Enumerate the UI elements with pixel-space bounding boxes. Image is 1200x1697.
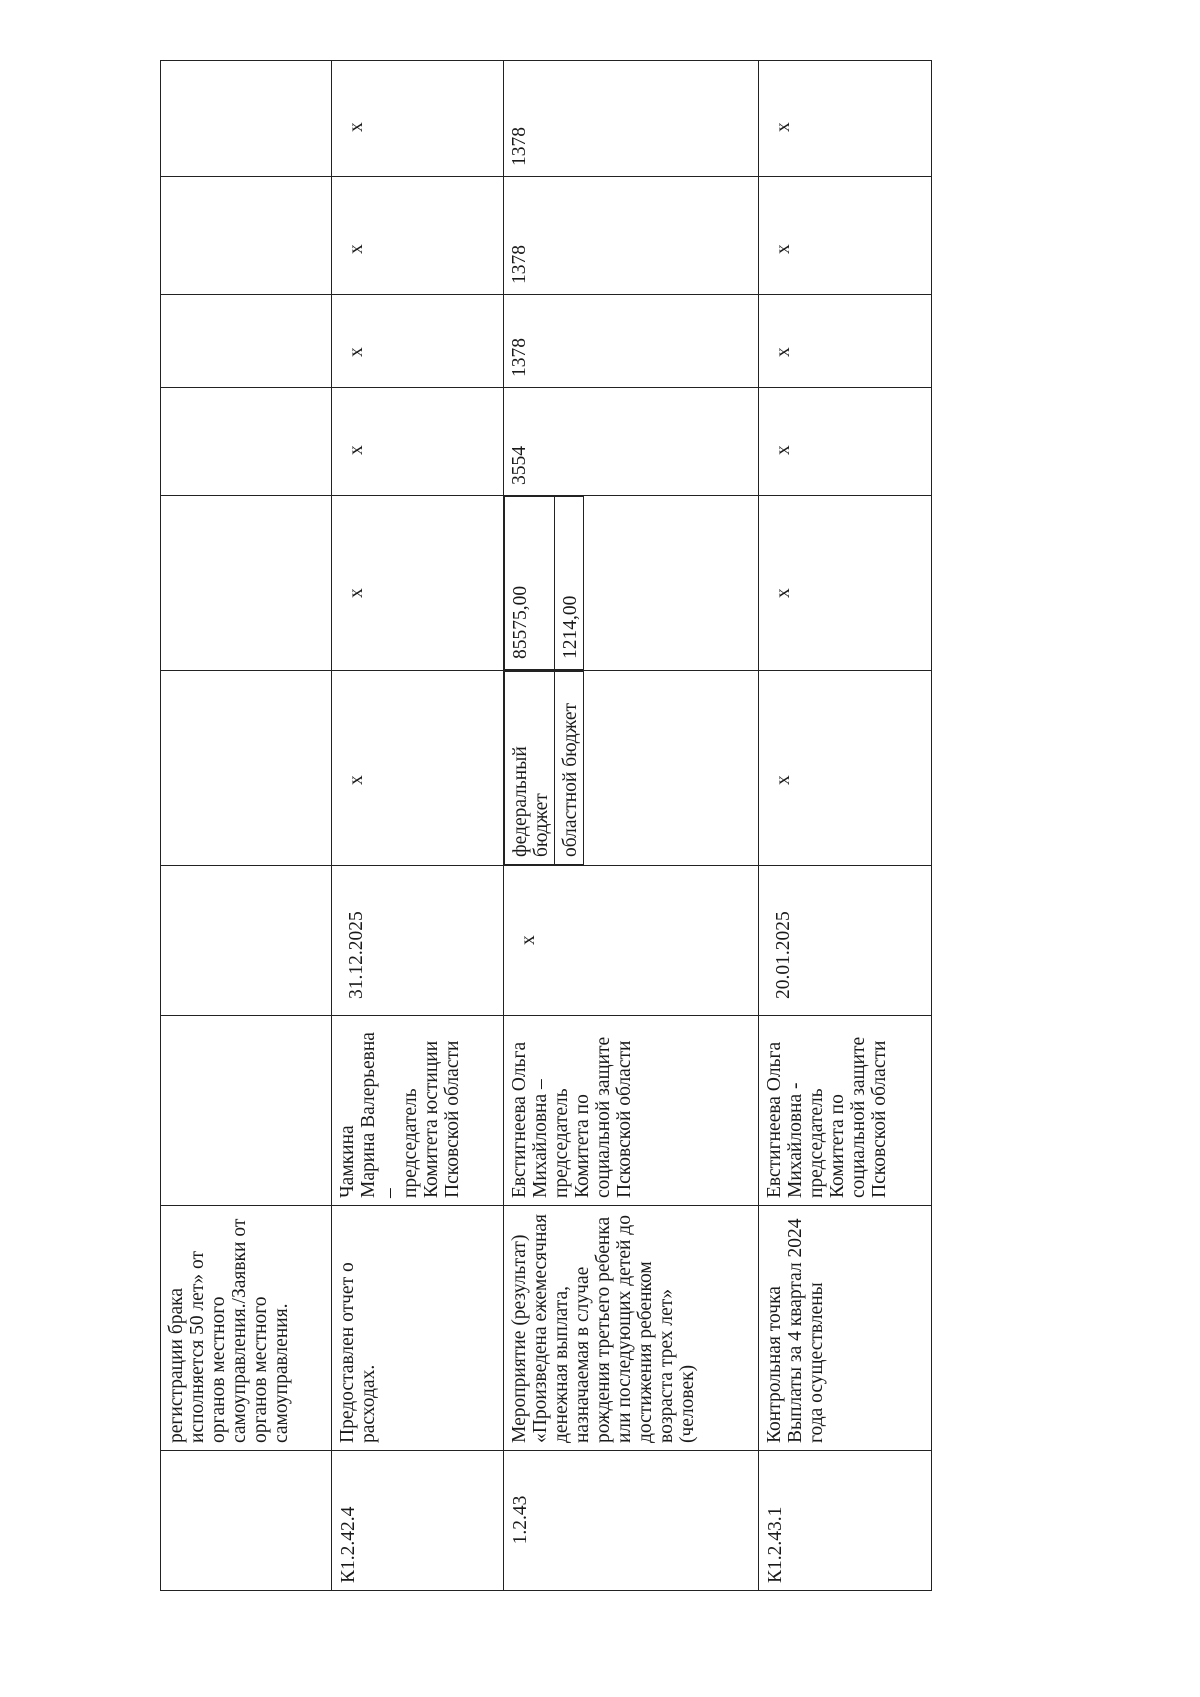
amount-cell [161, 496, 332, 671]
row-number [161, 1451, 332, 1591]
value-cell [161, 177, 332, 295]
value-cell: х [758, 388, 931, 496]
source-split [504, 671, 584, 865]
value-cell: 1378 [503, 295, 758, 388]
table-row [161, 61, 332, 1591]
value-cell: х [331, 177, 503, 295]
source-federal: федеральный бюджет [504, 672, 554, 865]
amount-split [504, 496, 584, 670]
responsible-line: Чамкина [336, 1125, 358, 1198]
source-regional: областной бюджет [554, 672, 583, 865]
value-cell [161, 61, 332, 177]
event-text: Контрольная точка Выплаты за 4 квартал 2024 года осуществлены [758, 1206, 931, 1451]
value-cell: х [758, 61, 931, 177]
source-cell [503, 671, 758, 866]
responsible-line: Комитета юстиции [421, 1040, 443, 1198]
date-cell: 20.01.2025 [758, 866, 931, 1016]
value-cell: х [758, 177, 931, 295]
value-cell [161, 295, 332, 388]
date-cell: 31.12.2025 [331, 866, 503, 1016]
source-cell: х [758, 671, 931, 866]
event-text: Предоставлен отчет о расходах. [331, 1206, 503, 1451]
event-text: Мероприятие (результат) «Произведена ежемесячная денежная выплата, назначаемая в случае рождения третьего ребенка или последующих детей до достижения ребенком возраста трех лет» (человек) [503, 1206, 758, 1451]
amount-cell: х [758, 496, 931, 671]
responsible-line: Марина Валерьевна [357, 1032, 379, 1198]
responsible-cell [331, 1016, 503, 1206]
value-cell: 1378 [503, 177, 758, 295]
amount-cell [503, 496, 758, 671]
table-row [503, 61, 758, 1591]
value-cell [161, 388, 332, 496]
plan-table [160, 60, 932, 1591]
row-number: К1.2.42.4 [331, 1451, 503, 1591]
responsible-cell [161, 1016, 332, 1206]
row-number: 1.2.43 [503, 1451, 758, 1591]
amount-federal: 85575,00 [504, 497, 554, 670]
value-cell: 3554 [503, 388, 758, 496]
responsible-line: Псковской области [442, 1040, 464, 1198]
row-number: К1.2.43.1 [758, 1451, 931, 1591]
amount-regional: 1214,00 [554, 497, 583, 670]
table-row [331, 61, 503, 1591]
value-cell: х [331, 388, 503, 496]
amount-cell: х [331, 496, 503, 671]
date-cell: х [503, 866, 758, 1016]
source-cell: х [331, 671, 503, 866]
responsible-line: – [378, 1188, 400, 1198]
table-row [758, 61, 931, 1591]
responsible-cell: Евстигнеева Ольга Михайловна - председатель Комитета по социальной защите Псковской области [758, 1016, 931, 1206]
responsible-line: председатель [399, 1088, 421, 1198]
date-cell [161, 866, 332, 1016]
value-cell: х [331, 61, 503, 177]
rotated-table-wrapper [160, 61, 932, 1591]
responsible-cell: Евстигнеева Ольга Михайловна – председатель Комитета по социальной защите Псковской области [503, 1016, 758, 1206]
source-cell [161, 671, 332, 866]
value-cell: 1378 [503, 61, 758, 177]
event-text: регистрации брака исполняется 50 лет» от органов местного самоуправления./Заявки от органов местного самоуправления. [161, 1206, 332, 1451]
value-cell: х [331, 295, 503, 388]
value-cell: х [758, 295, 931, 388]
